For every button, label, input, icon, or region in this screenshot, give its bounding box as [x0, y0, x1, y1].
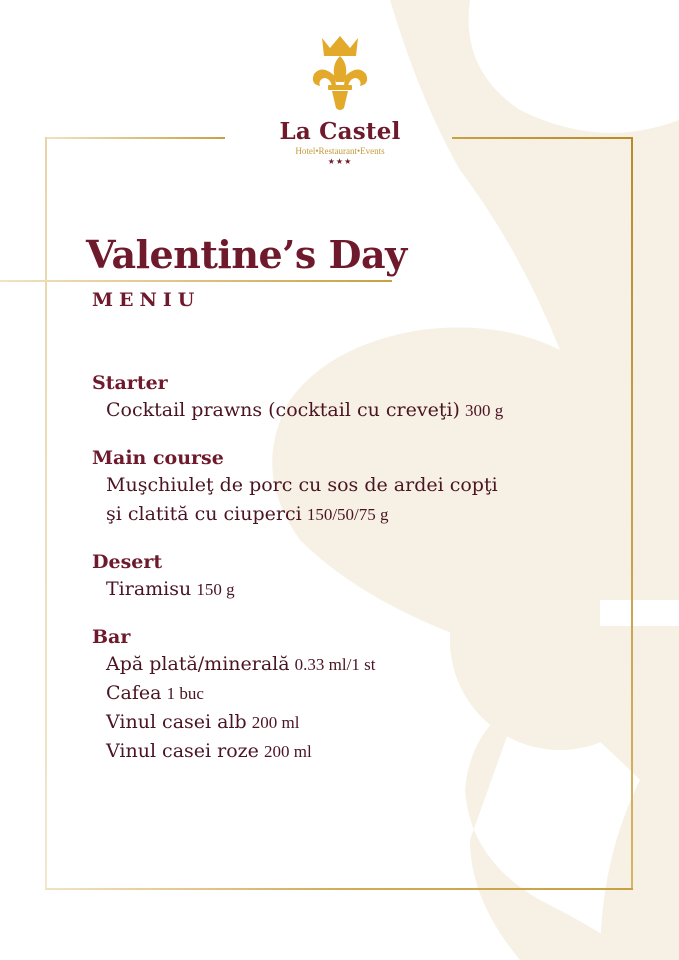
frame-left [45, 137, 47, 890]
item-quantity: 200 ml [264, 742, 312, 761]
menu-section-starter [92, 370, 612, 425]
brand-logo [230, 34, 450, 166]
page-title: Valentine’s Day [86, 232, 407, 277]
section-title: Desert [92, 551, 163, 573]
menu-item [92, 575, 612, 604]
menu-item [92, 471, 612, 500]
menu-item [92, 396, 612, 425]
frame-right [631, 137, 633, 890]
item-name: Muşchiuleţ de porc cu sos de ardei copţi [106, 474, 498, 496]
item-quantity: 300 g [465, 401, 504, 420]
frame-bottom [45, 888, 633, 890]
menu-section-main-course [92, 445, 612, 529]
menu-item [92, 650, 612, 679]
title-underline [0, 280, 392, 282]
menu-item [92, 679, 612, 708]
brand-stars: ★★★ [327, 157, 353, 166]
menu-list [92, 370, 612, 786]
brand-tagline: Hotel•Restaurant•Events [295, 146, 385, 156]
brand-name: La Castel [279, 118, 401, 145]
item-name: Cafea [106, 682, 162, 704]
section-title: Bar [92, 626, 131, 648]
menu-item [92, 500, 612, 529]
item-quantity: 0.33 ml/1 st [294, 655, 376, 674]
section-title: Main course [92, 447, 224, 469]
item-quantity: 200 ml [251, 713, 300, 732]
frame-top-left [45, 137, 225, 139]
page-subtitle: MENIU [92, 289, 201, 311]
item-name: Cocktail prawns (cocktail cu creveţi) [106, 399, 460, 421]
item-quantity: 1 buc [166, 684, 204, 703]
item-name: Apă plată/minerală [106, 653, 290, 675]
menu-section-desert [92, 549, 612, 604]
frame-top-right [452, 137, 633, 139]
menu-item [92, 708, 612, 737]
menu-item [92, 737, 612, 766]
item-quantity: 150/50/75 g [306, 505, 389, 524]
item-name: Vinul casei alb [106, 711, 247, 733]
section-title: Starter [92, 372, 168, 394]
item-quantity: 150 g [196, 580, 235, 599]
item-name: Tiramisu [106, 578, 192, 600]
item-name: Vinul casei roze [106, 740, 259, 762]
menu-section-bar [92, 624, 612, 766]
fleur-de-lis-crown-icon [308, 34, 372, 114]
item-name: şi clatită cu ciuperci [106, 503, 302, 525]
